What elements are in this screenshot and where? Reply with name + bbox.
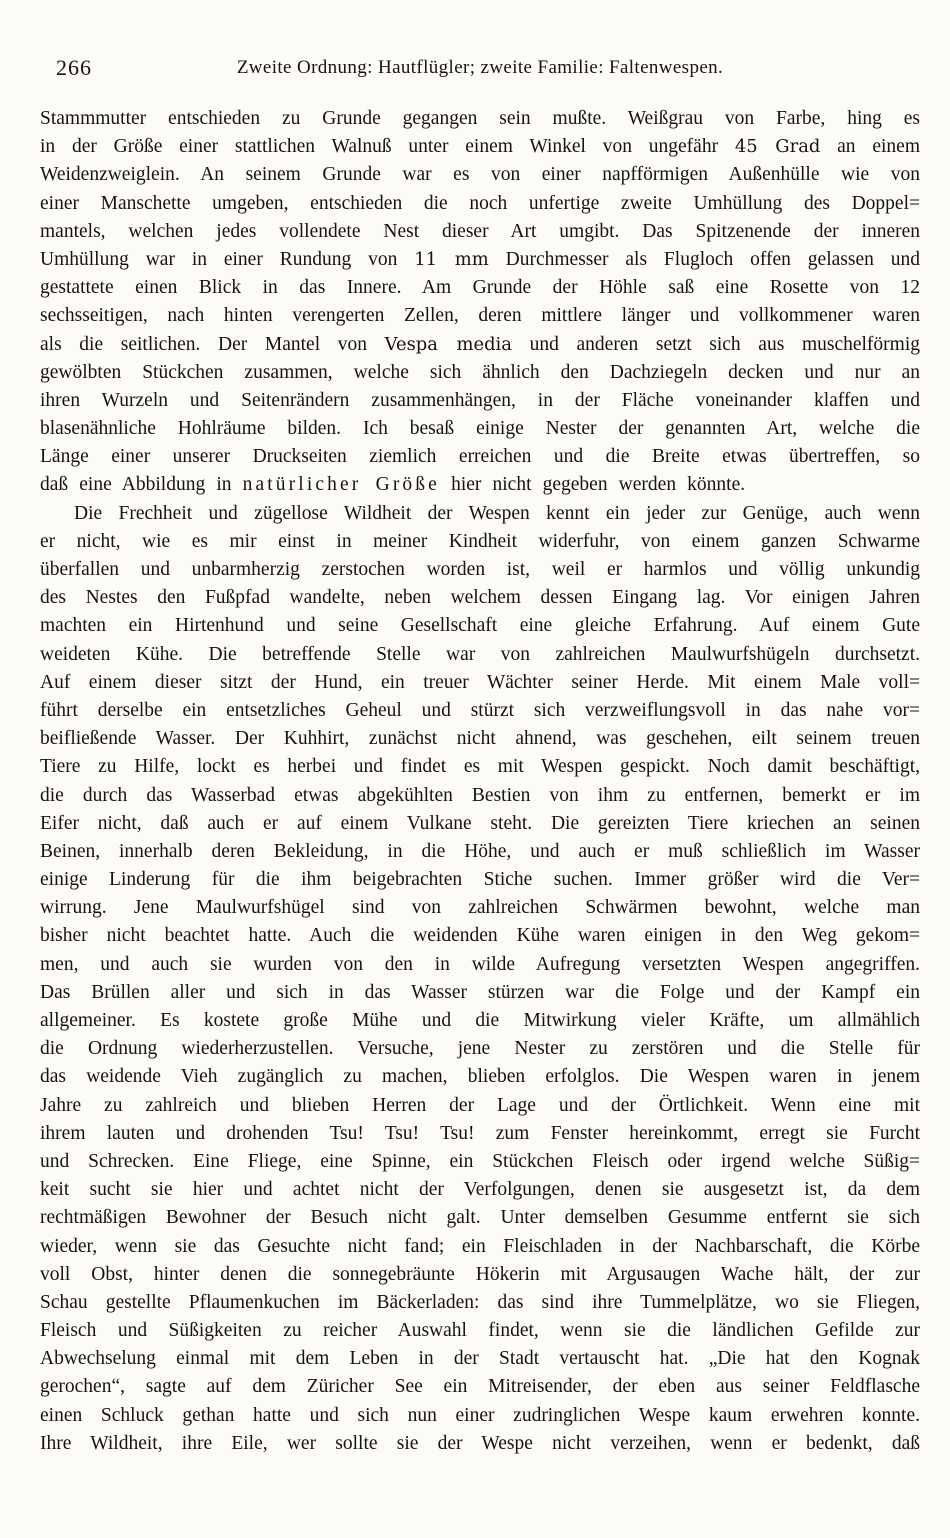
text-line: blasenähnliche Hohlräume bilden. Ich besaß einige Nester der genannten Art, welche die bbox=[40, 418, 920, 440]
text-line: Weidenzweiglein. An seinem Grunde war es von einer napfförmigen Außenhülle wie von bbox=[40, 164, 920, 186]
text-line: Das Brüllen aller und sich in das Wasser stürzen war die Folge und der Kampf ein bbox=[40, 981, 920, 1003]
text-line: Umhüllung war in einer Rundung von 11 mm Durchmesser als Flugloch offen gelassen und bbox=[40, 248, 920, 270]
text-line: führt derselbe ein entsetzliches Geheul und stürzt sich verzweiflungsvoll in das nahe vor= bbox=[40, 699, 920, 721]
text-line: Auf einem dieser sitzt der Hund, ein treuer Wächter seiner Herde. Mit einem Male voll= bbox=[40, 671, 920, 693]
text-line: gerochen“, sagte auf dem Züricher See ein Mitreisender, der eben aus seiner Feldflasche bbox=[40, 1376, 920, 1398]
text-line: Jahre zu zahlreich und blieben Herren der Lage und der Örtlichkeit. Wenn eine mit bbox=[40, 1094, 920, 1116]
antiqua-text: Vespa media bbox=[384, 333, 512, 355]
antiqua-text: 11 mm bbox=[414, 248, 489, 270]
text-line: wirrung. Jene Maulwurfshügel sind von zahlreichen Schwärmen bewohnt, welche man bbox=[40, 897, 920, 919]
text-line: ihren Wurzeln und Seitenrändern zusammenhängen, in der Fläche voneinander klaffen und bbox=[40, 389, 920, 411]
text-line: men, und auch sie wurden von den in wilde Aufregung versetzten Wespen angegriffen. bbox=[40, 953, 920, 975]
text-line: die durch das Wasserbad etwas abgekühlten Bestien von ihm zu entfernen, bemerkt er im bbox=[40, 784, 920, 806]
text-line: in der Größe einer stattlichen Walnuß unter einem Winkel von ungefähr 45 Grad an einem bbox=[40, 136, 920, 158]
letterspaced-emphasis: natürlicher Größe bbox=[242, 474, 440, 496]
text-line: sechsseitigen, nach hinten verengerten Zellen, deren mittlere länger und vollkommener waren bbox=[40, 305, 920, 327]
text-line: er nicht, wie es mir einst in meiner Kindheit widerfuhr, von einem ganzen Schwarme bbox=[40, 530, 920, 552]
text-line: Fleisch und Süßigkeiten zu reicher Auswahl findet, wenn sie die ländlichen Gefilde zur bbox=[40, 1320, 920, 1342]
text-line: voll Obst, hinter denen die sonnegebräunte Hökerin mit Argusaugen Wache hält, der zur bbox=[40, 1263, 920, 1285]
text-line: die Ordnung wiederherzustellen. Versuche, jene Nester zu zerstören und die Stelle für bbox=[40, 1038, 920, 1060]
text-line: gewölbten Stückchen zusammen, welche sich ähnlich den Dachziegeln decken und nur an bbox=[40, 361, 920, 383]
text-line: überfallen und unbarmherzig zerstochen worden ist, weil er harmlos und völlig unkundig bbox=[40, 559, 920, 580]
text-line: Beinen, innerhalb deren Bekleidung, in die Höhe, und auch er muß schließlich im Wasser bbox=[40, 840, 920, 862]
text-line: und Schrecken. Eine Fliege, eine Spinne, ein Stückchen Fleisch oder irgend welche Süßig= bbox=[40, 1150, 920, 1172]
page-body bbox=[40, 105, 920, 1458]
text-line: machten ein Hirtenhund und seine Gesellschaft eine gleiche Erfahrung. Auf einem Gute bbox=[40, 615, 920, 637]
text-line: Länge einer unserer Druckseiten ziemlich erreichen und die Breite etwas übertreffen, so bbox=[40, 446, 920, 468]
text-line: bisher nicht beachtet hatte. Auch die weidenden Kühe waren einigen in den Weg gekom= bbox=[40, 925, 920, 947]
text-line: beifließende Wasser. Der Kuhhirt, zunächst nicht ahnend, was geschehen, eilt seinem treuen bbox=[40, 728, 920, 750]
text-line: Die Frechheit und zügellose Wildheit der Wespen kennt ein jeder zur Genüge, auch wenn bbox=[74, 502, 920, 524]
text-line: allgemeiner. Es kostete große Mühe und die Mitwirkung vieler Kräfte, um allmählich bbox=[40, 1010, 920, 1031]
text-line: rechtmäßigen Bewohner der Besuch nicht galt. Unter demselben Gesumme entfernt sie sich bbox=[40, 1207, 920, 1229]
text-line: einige Linderung für die ihm beigebrachten Stiche suchen. Immer größer wird die Ver= bbox=[40, 869, 920, 891]
text-line: Eifer nicht, daß auch er auf einem Vulkane steht. Die gereizten Tiere kriechen an seinen bbox=[40, 812, 920, 834]
text-line: Schau gestellte Pflaumenkuchen im Bäckerladen: das sind ihre Tummelplätze, wo sie Fliegen, bbox=[40, 1291, 920, 1313]
text-line: mantels, welchen jedes vollendete Nest dieser Art umgibt. Das Spitzenende der inneren bbox=[40, 220, 920, 242]
text-line: einen Schluck gethan hatte und sich nun einer zudringlichen Wespe kaum erwehren konnte. bbox=[40, 1404, 920, 1426]
running-header: Zweite Ordnung: Hautflügler; zweite Familie: Faltenwespen. bbox=[236, 57, 724, 78]
antiqua-text: 45 Grad bbox=[734, 136, 821, 158]
page-header bbox=[40, 54, 920, 82]
text-line: als die seitlichen. Der Mantel von Vespa media und anderen setzt sich aus muschelförmig bbox=[40, 333, 920, 355]
text-line: des Nestes den Fußpfad wandelte, neben welchem dessen Eingang lag. Vor einigen Jahren bbox=[40, 587, 920, 609]
text-line: keit sucht sie hier und achtet nicht der Verfolgungen, denen sie ausgesetzt ist, da dem bbox=[40, 1179, 920, 1201]
text-line: Ihre Wildheit, ihre Eile, wer sollte sie der Wespe nicht verzeihen, wenn er bedenkt, daß bbox=[40, 1432, 920, 1454]
text-line: daß eine Abbildung in natürlicher Größe hier nicht gegeben werden könnte. bbox=[40, 474, 746, 496]
text-line: wieder, wenn sie das Gesuchte nicht fand; ein Fleischladen in der Nachbarschaft, die Körbe bbox=[40, 1235, 920, 1257]
text-line: das weidende Vieh zugänglich zu machen, blieben erfolglos. Die Wespen waren in jenem bbox=[40, 1066, 920, 1088]
text-line: Tiere zu Hilfe, lockt es herbei und findet es mit Wespen gespickt. Noch damit beschäftigt, bbox=[40, 756, 920, 778]
text-line: Stammmutter entschieden zu Grunde gegangen sein mußte. Weißgrau von Farbe, hing es bbox=[40, 108, 920, 129]
text-line: Abwechselung einmal mit dem Leben in der Stadt vertauscht hat. „Die hat den Kognak bbox=[40, 1348, 920, 1370]
text-line: einer Manschette umgeben, entschieden die noch unfertige zweite Umhüllung des Doppel= bbox=[40, 192, 920, 214]
text-line: weideten Kühe. Die betreffende Stelle war von zahlreichen Maulwurfshügeln durchsetzt. bbox=[40, 643, 920, 665]
page-number: 266 bbox=[56, 55, 92, 80]
text-line: gestattete einen Blick in das Innere. Am Grunde der Höhle saß eine Rosette von 12 bbox=[40, 277, 920, 299]
text-line: ihrem lauten und drohenden Tsu! Tsu! Tsu! zum Fenster hereinkommt, erregt sie Furcht bbox=[40, 1122, 920, 1144]
